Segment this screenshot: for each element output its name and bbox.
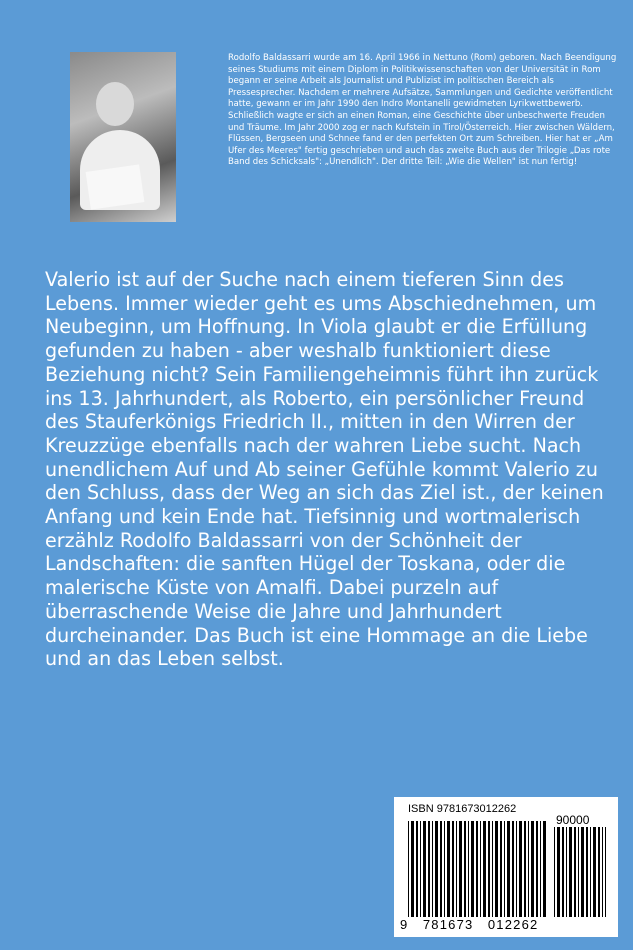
book-shape [86,164,145,209]
book-blurb: Valerio ist auf der Suche nach einem tieferen Sinn des Lebens. Immer wieder geht es ums Abschiednehmen, um Neubeginn, um Hoffnung. In Viola glaubt er die Erfüllung gefunden zu haben - aber weshalb funktioniert diese Beziehung nicht? Sein Familiengeheimnis führt ihn zurück ins 13. Jahrhundert, als Roberto, ein persönlicher Freund des Stauferkönigs Friedrich II., mitten in den Wirren der Kreuzzüge ebenfalls nach der wahren Liebe sucht. Nach unendlichem Auf und Ab seiner Gefühle kommt Valerio zu den Schluss, dass der Weg an sich das Ziel ist., der keinen Anfang und kein Ende hat. Tiefsinnig und wortmalerisch erzählz Rodolfo Baldassarri von der Schönheit der Landschaften: die sanften Hügel der Toskana, oder die malerische Küste von Amalfi. Dabei purzeln auf überraschende Weise die Jahre und Jahrhundert durcheinander. Das Buch ist eine Hommage an die Liebe und an das Leben selbst. [45,268,604,671]
author-photo [70,52,176,222]
isbn-label: ISBN 9781673012262 [408,803,517,815]
barcode-panel [394,797,618,937]
barcode-addon-icon [554,827,606,917]
author-head-shape [96,82,134,126]
price-code: 90000 [556,813,590,827]
barcode-icon [408,821,546,917]
barcode-digits: 9 781673 012262 [400,917,539,932]
author-bio: Rodolfo Baldassarri wurde am 16. April 1966 in Nettuno (Rom) geboren. Nach Beendigung seines Studiums mit einem Diplom in Politikwissenschaften von der Universität in Rom begann er seine Arbeit als Journalist und Publizist im politischen Bereich als Pressesprecher. Nachdem er mehrere Aufsätze, Sammlungen und Gedichte veröffentlicht hatte, gewann er im Jahr 1990 den Indro Montanelli gewidmeten Lyrikwettbewerb. Schließlich wagte er sich an einen Roman, eine Geschichte über unbeschwerte Freuden und Träume. Im Jahr 2000 zog er nach Kufstein in Tirol/Österreich. Hier zwischen Wäldern, Flüssen, Bergseen und Schnee fand er den perfekten Ort zum Schreiben. Hier hat er „Am Ufer des Meeres" fertig geschrieben und auch das zweite Buch aus der Trilogie „Das rote Band des Schicksals": „Unendlich". Der dritte Teil: „Wie die Wellen" ist nun fertig! [228,53,617,168]
